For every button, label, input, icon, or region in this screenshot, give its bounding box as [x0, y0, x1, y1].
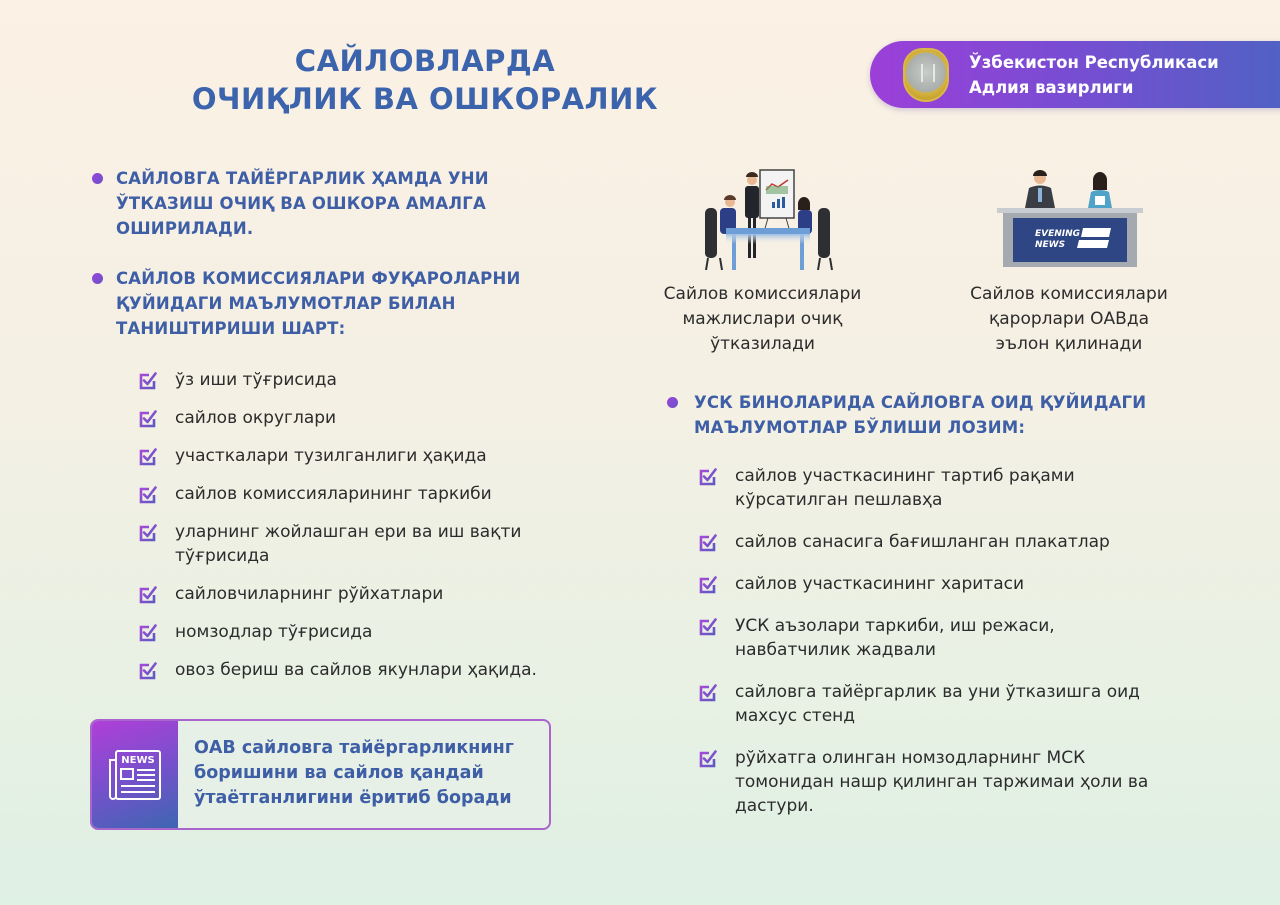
checklist-item-line: кўрсатилган пешлавҳа	[735, 490, 943, 510]
news-desk-caption-line: қарорлари ОАВда	[988, 309, 1150, 329]
checklist-item-text	[735, 530, 1110, 554]
bullet-heading-1	[116, 166, 489, 241]
ministry-emblem-icon	[903, 48, 949, 102]
news-desk-caption-line: эълон қилинади	[995, 334, 1143, 354]
checklist-item-text	[735, 746, 1148, 818]
bullet-heading-2-line: ҚУЙИДАГИ МАЪЛУМОТЛАР БИЛАН	[116, 294, 456, 313]
title-line-1: САЙЛОВЛАРДА	[294, 44, 556, 78]
checkbox-checked-icon	[698, 749, 718, 769]
checklist-item-text	[175, 368, 337, 392]
checklist-item	[698, 614, 1198, 662]
checklist-item-line: навбатчилик жадвали	[735, 640, 936, 660]
checklist-item-line: уларнинг жойлашган ери ва иш вақти	[175, 522, 522, 542]
checkbox-checked-icon	[138, 409, 158, 429]
media-coverage-line: боришини ва сайлов қандай	[194, 763, 484, 783]
checklist-item	[698, 572, 1198, 596]
checklist-item-text	[175, 658, 537, 682]
page-title	[150, 42, 700, 118]
checklist-item-text	[735, 614, 1055, 662]
bullet-dot-icon	[667, 397, 678, 408]
ministry-line-1: Ўзбекистон Республикаси	[969, 52, 1219, 72]
title-line-2: ОЧИҚЛИК ВА ОШКОРАЛИК	[191, 82, 659, 116]
checkbox-checked-icon	[138, 485, 158, 505]
checkbox-checked-icon	[698, 467, 718, 487]
bullet-heading-1-line: ЎТКАЗИШ ОЧИҚ ВА ОШКОРА АМАЛГА	[116, 194, 486, 213]
checklist-item-line: рўйхатга олинган номзодларнинг МСК	[735, 748, 1086, 768]
checklist-item	[698, 464, 1198, 512]
meeting-illustration-icon	[700, 168, 835, 273]
meeting-caption-line: ўтказилади	[710, 334, 815, 354]
checklist-item	[698, 530, 1198, 554]
checklist-item-text	[175, 520, 521, 568]
checklist-item-line: сайлов участкасининг харитаси	[735, 574, 1024, 594]
checklist-item-text	[175, 582, 443, 606]
right-checklist	[698, 464, 1198, 836]
checkbox-checked-icon	[138, 585, 158, 605]
checklist-item-line: ўз иши тўғрисида	[175, 370, 337, 390]
checklist-item-line: сайлов комиссияларининг таркиби	[175, 484, 492, 504]
checklist-item-line: сайлов округлари	[175, 408, 337, 428]
meeting-caption-line: мажлислари очиқ	[682, 309, 843, 329]
checklist-item-text	[735, 572, 1024, 596]
newspaper-icon	[106, 748, 164, 802]
checklist-item-line: сайловчиларнинг рўйхатлари	[175, 584, 444, 604]
checklist-item-line: томонидан нашр қилинган таржимаи ҳоли ва	[735, 772, 1149, 792]
checklist-item-text	[175, 620, 372, 644]
meeting-caption	[640, 282, 885, 357]
checklist-item-text	[735, 680, 1140, 728]
news-icon-label: NEWS	[121, 754, 155, 766]
checklist-item	[138, 520, 588, 568]
checklist-item	[138, 582, 588, 606]
checklist-item	[698, 746, 1198, 818]
bullet-heading-1-line: САЙЛОВГА ТАЙЁРГАРЛИК ҲАМДА УНИ	[116, 169, 489, 188]
checklist-item-line: овоз бериш ва сайлов якунлари ҳақида.	[175, 660, 537, 680]
bullet-heading-2-line: ТАНИШТИРИШИ ШАРТ:	[116, 319, 346, 338]
bullet-heading-3-line: УСК БИНОЛАРИДА САЙЛОВГА ОИД ҚУЙИДАГИ	[694, 393, 1147, 412]
checklist-item-text	[175, 444, 487, 468]
media-coverage-text	[178, 721, 514, 828]
checkbox-checked-icon	[138, 447, 158, 467]
ministry-name	[969, 50, 1219, 100]
media-coverage-line: ўтаётганлигини ёритиб боради	[194, 788, 512, 808]
checkbox-checked-icon	[138, 623, 158, 643]
checklist-item	[138, 444, 588, 468]
checklist-item	[138, 658, 588, 682]
checklist-item-line: тўғрисида	[175, 546, 270, 566]
checkbox-checked-icon	[138, 371, 158, 391]
checklist-item-line: махсус стенд	[735, 706, 856, 726]
checklist-item-text	[175, 406, 336, 430]
checklist-item-line: участкалари тузилганлиги ҳақида	[175, 446, 487, 466]
checklist-item-line: сайлов участкасининг тартиб рақами	[735, 466, 1075, 486]
news-desk-caption-line: Сайлов комиссиялари	[970, 284, 1168, 304]
checklist-item-line: дастури.	[735, 796, 814, 816]
checklist-item	[698, 680, 1198, 728]
checkbox-checked-icon	[698, 683, 718, 703]
checkbox-checked-icon	[138, 523, 158, 543]
checkbox-checked-icon	[138, 661, 158, 681]
checklist-item	[138, 368, 588, 392]
media-coverage-line: ОАВ сайловга тайёргарликнинг	[194, 738, 514, 758]
desk-label-line-1: EVENING	[1035, 229, 1081, 239]
news-icon-panel	[92, 721, 178, 828]
desk-label-line-2: NEWS	[1035, 240, 1066, 250]
checklist-item-line: номзодлар тўғрисида	[175, 622, 373, 642]
news-desk-caption	[945, 282, 1193, 357]
meeting-caption-line: Сайлов комиссиялари	[663, 284, 862, 304]
checklist-item-line: УСК аъзолари таркиби, иш режаси,	[735, 616, 1055, 636]
bullet-heading-2-line: САЙЛОВ КОМИССИЯЛАРИ ФУҚАРОЛАРНИ	[116, 269, 521, 288]
ministry-line-2: Адлия вазирлиги	[969, 77, 1134, 97]
news-desk-illustration-icon	[995, 168, 1145, 268]
media-coverage-box	[90, 719, 551, 830]
checklist-item-text	[175, 482, 492, 506]
checklist-item	[138, 620, 588, 644]
checklist-item-line: сайловга тайёргарлик ва уни ўтказишга оид	[735, 682, 1140, 702]
checklist-item-line: сайлов санасига бағишланган плакатлар	[735, 532, 1110, 552]
left-checklist	[138, 368, 588, 696]
checkbox-checked-icon	[698, 533, 718, 553]
bullet-heading-3	[694, 390, 1146, 440]
bullet-dot-icon	[92, 173, 103, 184]
bullet-heading-2	[116, 266, 520, 341]
checkbox-checked-icon	[698, 575, 718, 595]
checkbox-checked-icon	[698, 617, 718, 637]
bullet-heading-3-line: МАЪЛУМОТЛАР БЎЛИШИ ЛОЗИМ:	[694, 418, 1026, 437]
bullet-heading-1-line: ОШИРИЛАДИ.	[116, 219, 254, 238]
checklist-item	[138, 406, 588, 430]
checklist-item-text	[735, 464, 1075, 512]
ministry-banner	[870, 41, 1280, 108]
checklist-item	[138, 482, 588, 506]
bullet-dot-icon	[92, 273, 103, 284]
